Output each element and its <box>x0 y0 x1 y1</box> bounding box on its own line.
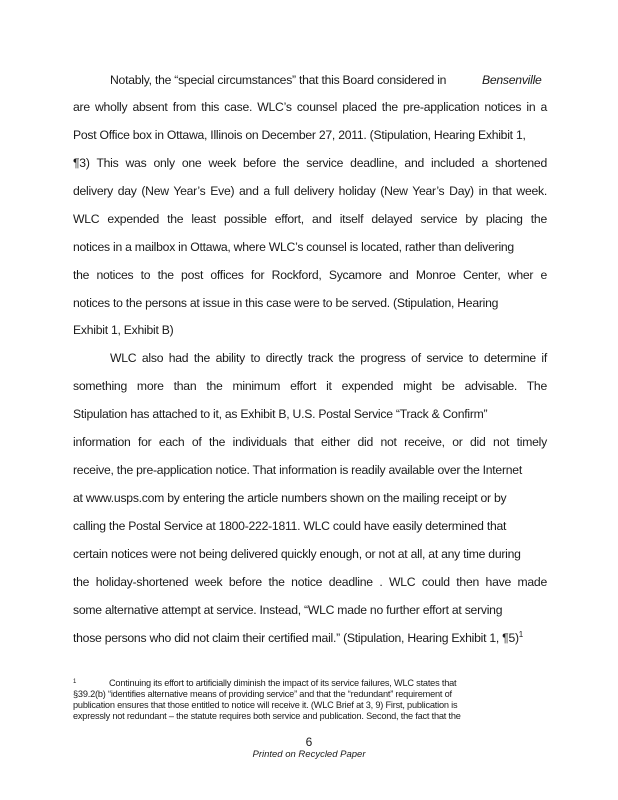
footnote-line-4: expressly not redundant – the statute requires both service and publication. Second, the fact that the <box>73 711 461 721</box>
footnote-line-3: publication ensures that those entitled to notice will receive it. (WLC Brief at 3, 9) First, publication is <box>73 700 458 710</box>
printed-on-recycled-paper: Printed on Recycled Paper <box>252 749 366 760</box>
footnote-line-2: §39.2(b) “identifies alternative means of providing service” and that the “redundant” requirement of <box>73 689 452 699</box>
body-line-17: calling the Postal Service at 1800-222-1811. WLC could have easily determined that <box>73 519 507 533</box>
body-line-14: information for each of the individuals that either did not receive, or did not timely <box>73 435 547 449</box>
body-line-3: Post Office box in Ottawa, Illinois on December 27, 2011. (Stipulation, Hearing Exhibit 1, <box>73 128 526 142</box>
body-line-5: delivery day (New Year’s Eve) and a full delivery holiday (New Year’s Day) in that week. <box>73 184 547 198</box>
body-line-19: the holiday-shortened week before the notice deadline . WLC could then have made <box>73 575 547 589</box>
footnote-mark: 1 <box>73 679 77 685</box>
case-name-bensenville: Bensenville <box>482 73 542 87</box>
body-line-15: receive, the pre-application notice. That information is readily available over the Internet <box>73 463 522 477</box>
body-line-10: Exhibit 1, Exhibit B) <box>73 323 174 337</box>
body-line-2: are wholly absent from this case. WLC’s counsel placed the pre-application notices in a <box>73 100 547 114</box>
body-line-11: WLC also had the ability to directly track the progress of service to determine if <box>110 351 547 365</box>
body-line-9: notices to the persons at issue in this case were to be served. (Stipulation, Hearing <box>73 296 499 310</box>
body-line-21 <box>73 630 547 646</box>
body-line-7: notices in a mailbox in Ottawa, where WLC’s counsel is located, rather than delivering <box>73 240 514 254</box>
footnote-reference: 1 <box>518 630 523 639</box>
body-line-4: ¶3) This was only one week before the service deadline, and included a shortened <box>73 156 547 170</box>
body-line-12: something more than the minimum effort it expended might be advisable. The <box>73 379 547 393</box>
page-number: 6 <box>305 735 313 749</box>
body-line-8: the notices to the post offices for Rockford, Sycamore and Monroe Center, wher e <box>73 268 547 282</box>
body-line-13: Stipulation has attached to it, as Exhibit B, U.S. Postal Service “Track & Confirm” <box>73 407 488 421</box>
body-line-1 <box>110 72 547 88</box>
footnote-line-1 <box>73 678 503 689</box>
body-line-16: at www.usps.com by entering the article numbers shown on the mailing receipt or by <box>73 491 507 505</box>
body-line-18: certain notices were not being delivered quickly enough, or not at all, at any time during <box>73 547 521 561</box>
body-line-21-text: those persons who did not claim their certified mail.” (Stipulation, Hearing Exhibit 1, ¶5) <box>73 631 519 645</box>
body-line-6: WLC expended the least possible effort, and itself delayed service by placing the <box>73 212 547 226</box>
body-line-1-text: Notably, the “special circumstances” that this Board considered in <box>110 73 447 87</box>
footnote-line-1-text: Continuing its effort to artificially diminish the impact of its service failures, WLC states that <box>109 678 457 688</box>
body-line-20: some alternative attempt at service. Instead, “WLC made no further effort at serving <box>73 603 503 617</box>
